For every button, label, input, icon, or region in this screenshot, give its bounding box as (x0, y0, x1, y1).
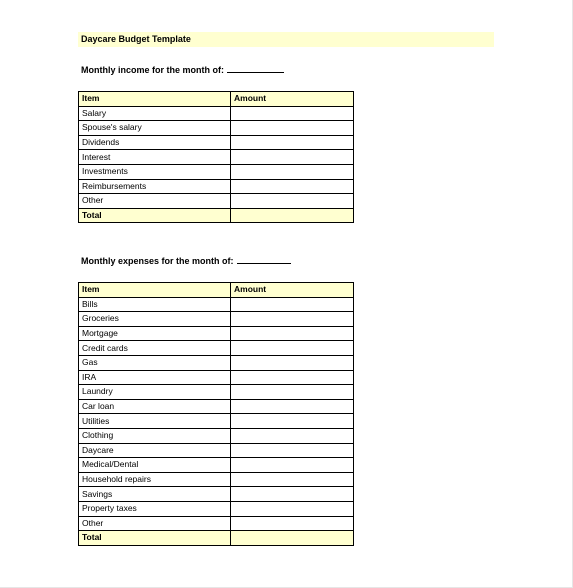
expenses-amount-cell[interactable] (231, 428, 354, 443)
expenses-amount-cell[interactable] (231, 414, 354, 429)
expenses-item-cell: Property taxes (79, 501, 231, 516)
expenses-table-row (79, 385, 354, 400)
expenses-table-row (79, 516, 354, 531)
expenses-amount-cell[interactable] (231, 341, 354, 356)
expenses-amount-cell[interactable] (231, 501, 354, 516)
expenses-amount-cell[interactable] (231, 355, 354, 370)
expenses-item-cell: Utilities (79, 414, 231, 429)
expenses-table (78, 282, 354, 546)
expenses-table-row (79, 370, 354, 385)
expenses-amount-cell[interactable] (231, 370, 354, 385)
income-table-row (79, 121, 354, 136)
expenses-amount-cell[interactable] (231, 297, 354, 312)
income-table-row (79, 179, 354, 194)
income-amount-cell[interactable] (231, 150, 354, 165)
expenses-table-row (79, 297, 354, 312)
income-month-blank[interactable] (227, 64, 284, 73)
expenses-item-cell: Gas (79, 355, 231, 370)
expenses-item-cell: Bills (79, 297, 231, 312)
income-table-row (79, 150, 354, 165)
expenses-item-cell: Medical/Dental (79, 458, 231, 473)
expenses-amount-cell[interactable] (231, 516, 354, 531)
expenses-table-header-row (79, 283, 354, 298)
expenses-month-blank[interactable] (237, 255, 291, 264)
expenses-heading-text: Monthly expenses for the month of: (81, 256, 234, 266)
expenses-amount-cell[interactable] (231, 312, 354, 327)
expenses-amount-cell[interactable] (231, 326, 354, 341)
income-amount-header: Amount (231, 92, 354, 107)
expenses-heading (81, 255, 291, 267)
income-item-cell: Reimbursements (79, 179, 231, 194)
income-amount-cell[interactable] (231, 194, 354, 209)
income-amount-cell[interactable] (231, 179, 354, 194)
expenses-table-row (79, 414, 354, 429)
income-table-header-row (79, 92, 354, 107)
expenses-table-row (79, 399, 354, 414)
income-item-cell: Interest (79, 150, 231, 165)
expenses-item-header: Item (79, 283, 231, 298)
income-total-amount[interactable] (231, 208, 354, 223)
expenses-total-row (79, 531, 354, 546)
expenses-table-row (79, 443, 354, 458)
expenses-item-cell: Savings (79, 487, 231, 502)
document-title: Daycare Budget Template (78, 32, 494, 47)
expenses-table-row (79, 458, 354, 473)
income-heading (81, 64, 284, 76)
expenses-item-cell: Other (79, 516, 231, 531)
income-total-row (79, 208, 354, 223)
expenses-table-row (79, 355, 354, 370)
income-item-cell: Investments (79, 164, 231, 179)
expenses-table-row (79, 428, 354, 443)
expenses-amount-cell[interactable] (231, 458, 354, 473)
income-table-row (79, 106, 354, 121)
expenses-item-cell: Laundry (79, 385, 231, 400)
expenses-amount-cell[interactable] (231, 385, 354, 400)
income-heading-text: Monthly income for the month of: (81, 65, 224, 75)
income-amount-cell[interactable] (231, 106, 354, 121)
expenses-table-row (79, 326, 354, 341)
income-amount-cell[interactable] (231, 164, 354, 179)
income-table-row (79, 135, 354, 150)
expenses-item-cell: Car loan (79, 399, 231, 414)
expenses-amount-cell[interactable] (231, 443, 354, 458)
expenses-item-cell: IRA (79, 370, 231, 385)
income-table-row (79, 194, 354, 209)
expenses-table-row (79, 487, 354, 502)
expenses-item-cell: Credit cards (79, 341, 231, 356)
expenses-total-label: Total (79, 531, 231, 546)
expenses-amount-cell[interactable] (231, 487, 354, 502)
expenses-item-cell: Groceries (79, 312, 231, 327)
expenses-amount-cell[interactable] (231, 399, 354, 414)
expenses-table-row (79, 501, 354, 516)
income-table-row (79, 164, 354, 179)
income-item-cell: Dividends (79, 135, 231, 150)
income-item-cell: Salary (79, 106, 231, 121)
income-item-header: Item (79, 92, 231, 107)
income-item-cell: Spouse's salary (79, 121, 231, 136)
expenses-item-cell: Clothing (79, 428, 231, 443)
expenses-table-row (79, 312, 354, 327)
expenses-amount-header: Amount (231, 283, 354, 298)
expenses-item-cell: Household repairs (79, 472, 231, 487)
expenses-item-cell: Mortgage (79, 326, 231, 341)
expenses-table-row (79, 472, 354, 487)
expenses-table-row (79, 341, 354, 356)
income-amount-cell[interactable] (231, 135, 354, 150)
expenses-amount-cell[interactable] (231, 472, 354, 487)
income-table (78, 91, 354, 223)
expenses-item-cell: Daycare (79, 443, 231, 458)
income-amount-cell[interactable] (231, 121, 354, 136)
expenses-total-amount[interactable] (231, 531, 354, 546)
income-item-cell: Other (79, 194, 231, 209)
income-total-label: Total (79, 208, 231, 223)
